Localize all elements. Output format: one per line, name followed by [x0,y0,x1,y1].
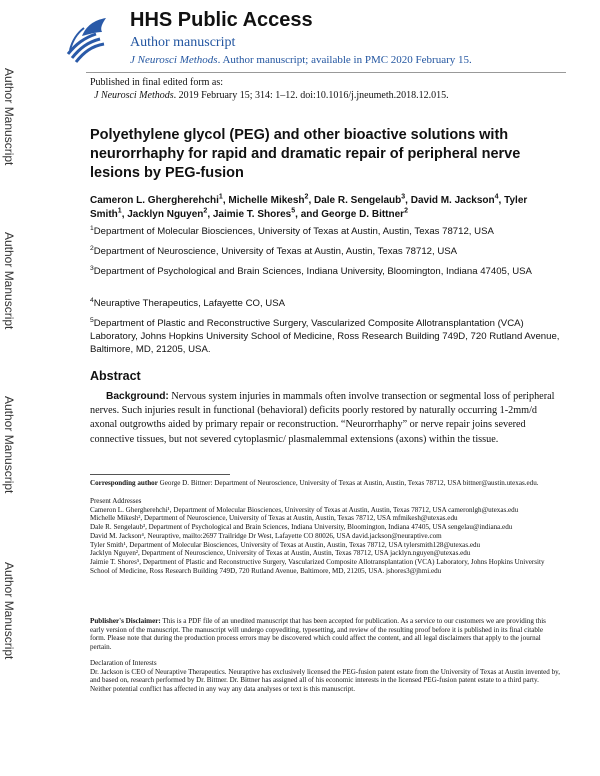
header-title: HHS Public Access [130,9,313,31]
footnote-divider [90,474,230,475]
published-citation-text: . 2019 February 15; 314: 1–12. doi:10.1016/j.jneumeth.2018.12.015. [173,89,449,101]
published-citation [90,90,449,103]
affiliation-num: 4 [90,296,94,304]
header-subtitle: Author manuscript [130,35,236,50]
author-name: Jacklyn Nguyen [127,209,204,220]
abstract-background [90,390,560,447]
hhs-eagle-logo-icon [62,14,114,66]
affiliation-num: 3 [90,264,94,272]
author-name: George D. Bittner [321,209,405,220]
present-address-item: Michelle Mikesh², Department of Neuroscience, University of Texas at Austin, Austin, Texas 78712, USA mfmikesh@utexas.edu [90,514,458,523]
affiliation [90,245,560,258]
affiliation [90,265,560,278]
affiliation [90,317,560,356]
abstract-heading: Abstract [90,369,141,383]
author-affil-num: 2 [304,193,309,201]
author-affil-num: 1 [218,193,223,201]
author-affil-num: 2 [203,207,208,215]
corresponding-author-note [90,479,560,488]
publisher-disclaimer [90,617,560,652]
header-journal: J Neurosci Methods [130,54,218,66]
present-address-item: Tyler Smith¹, Department of Molecular Biosciences, University of Texas at Austin, Austin, Texas 78712, USA tylersmith128@utexas.edu [90,540,481,549]
author-name: Cameron L. Ghergherehchi [90,195,219,206]
published-label: Published in final edited form as: [90,77,224,88]
affiliation-text: Department of Neuroscience, University of Texas at Austin, Austin, Texas 78712, USA [93,246,458,257]
author-affil-num: 3 [401,193,406,201]
abstract-background-text: Nervous system injuries in mammals often involve transection or segmental loss of peripheral nerves. Such injuries result in functional (behavioral) deficits poorly restored by naturally occurring 1-2mm/d axonal outgrowths aided by primary repair or reconstruction. “Neurorrhaphy” or nerve repair joins severed connective tissues, but not severed cytoplasmic/ plasmalemmal extensions (axons) within the tissue. [90,391,555,445]
sidebar-label-4: Author Manuscript [2,562,16,660]
present-addresses [90,497,560,575]
affiliation-num: 1 [90,224,94,232]
affiliation-text: Department of Psychological and Brain Sciences, Indiana University, Bloomington, Indiana 47405, USA [93,266,532,277]
published-journal: J Neurosci Methods [94,89,174,101]
abstract-background-label: Background: [106,391,169,402]
disclaimer-text: This is a PDF file of an unedited manuscript that has been accepted for publication. As a service to our customers we are providing this early version of the manuscript. The manuscript will undergo copyediting, typesetting, and review of the resulting proof before it is published in its final citable form. Please note that during the production process errors may be discovered which could affect the content, and all legal disclaimers that apply to the journal pertain. [90,617,546,652]
author-list: Cameron L. Ghergherehchi$^1$, Michelle Mikesh$^2$, Dale R. Sengelaub$^3$, David M. Jackson$^4$, Tyler Smith$^1$, Jacklyn Nguyen$^2$, Jaimie T. Shores$^5$, and George D. Bittner$^2$ [90,193,528,220]
header-availability-text: . Author manuscript; available in PMC 2020 February 15. [217,54,472,66]
corresponding-label: Corresponding author [90,479,158,487]
affiliation-text: Department of Plastic and Reconstructive Surgery, Vascularized Composite Allotransplantation (VCA) Laboratory, Johns Hopkins University School of Medicine, Ross Research Building 749D, 720 Rutland Avenue, Baltimore, MD, 21205, USA. [90,318,560,355]
author-name: David M. Jackson [410,195,495,206]
disclaimer-label: Publisher's Disclaimer: [90,617,161,625]
corresponding-text: George D. Bittner: Department of Neuroscience, University of Texas at Austin, Austin, Texas 78712, USA bittner@austin.utexas.edu. [157,479,539,487]
author-affil-num: 1 [117,207,122,215]
present-address-item: David M. Jackson⁴, Neuraptive, mailto:2697 Trailridge Dr West, Lafayette CO 80026, USA david.jackson@neuraptive.com [90,531,442,540]
sidebar-label-1: Author Manuscript [2,68,16,166]
author-name: Dale R. Sengelaub [314,195,402,206]
affiliation-num: 2 [90,244,94,252]
published-info [90,77,449,102]
interests-label: Declaration of Interests [90,659,157,667]
author-affil-num: 2 [404,207,408,215]
affiliation-text: Neuraptive Therapeutics, Lafayette CO, USA [93,298,286,309]
affiliation-text: Department of Molecular Biosciences, University of Texas at Austin, Austin, Texas 78712, USA [93,226,494,237]
sidebar-label-2: Author Manuscript [2,232,16,330]
affiliation-num: 5 [90,316,94,324]
present-address-item: Cameron L. Ghergherehchi¹, Department of Molecular Biosciences, University of Texas at Austin, Austin, Texas 78712, USA cameronlgh@utexas.edu [90,505,519,514]
affiliation [90,297,560,310]
present-address-item: Dale R. Sengelaub³, Department of Psychological and Brain Sciences, Indiana University, Bloomington, Indiana 47405, USA sengelau@indiana.edu [90,523,513,532]
header-divider [86,72,566,73]
present-address-item: Jacklyn Nguyen², Department of Neuroscience, University of Texas at Austin, Austin, Texas 78712, USA jacklyn.nguyen@utexas.edu [90,549,471,558]
author-affil-num: 4 [494,193,499,201]
author-name: Tyler Smith [90,195,528,220]
affiliation [90,225,560,238]
article-title: Polyethylene glycol (PEG) and other bioactive solutions with neurorrhaphy for rapid and dramatic repair of peripheral nerve lesions by PEG-fusion [90,127,521,181]
header-availability [130,54,472,66]
sidebar-label-3: Author Manuscript [2,396,16,494]
declaration-of-interests [90,659,560,694]
present-address-item: Jaimie T. Shores⁵, Department of Plastic and Reconstructive Surgery, Vascularized Composite Allotransplantation (VCA) Laboratory, Johns Hopkins University School of Medicine, Ross Research Building 749D, 720 Rutland Avenue, Baltimore, MD, 21205, USA. jshores3@jhmi.edu [90,557,545,575]
author-name: Jaimie T. Shores [212,209,292,220]
present-addresses-label: Present Addresses [90,497,142,505]
authors-and: and [300,209,319,220]
interests-text: Dr. Jackson is CEO of Neuraptive Therapeutics. Neuraptive has exclusively licensed the PEG-fusion patent estate from the University of Texas at Austin invented by, and based on, research performed by Dr. Bittner. Dr. Bittner has assigned all of his economic interests in the licensed PEG-fusion patent estate to a third party. Neither potential conflict has affected in any way any data analyses or text is this manuscript. [90,667,561,694]
author-affil-num: 5 [291,207,296,215]
author-name: Michelle Mikesh [228,195,305,206]
